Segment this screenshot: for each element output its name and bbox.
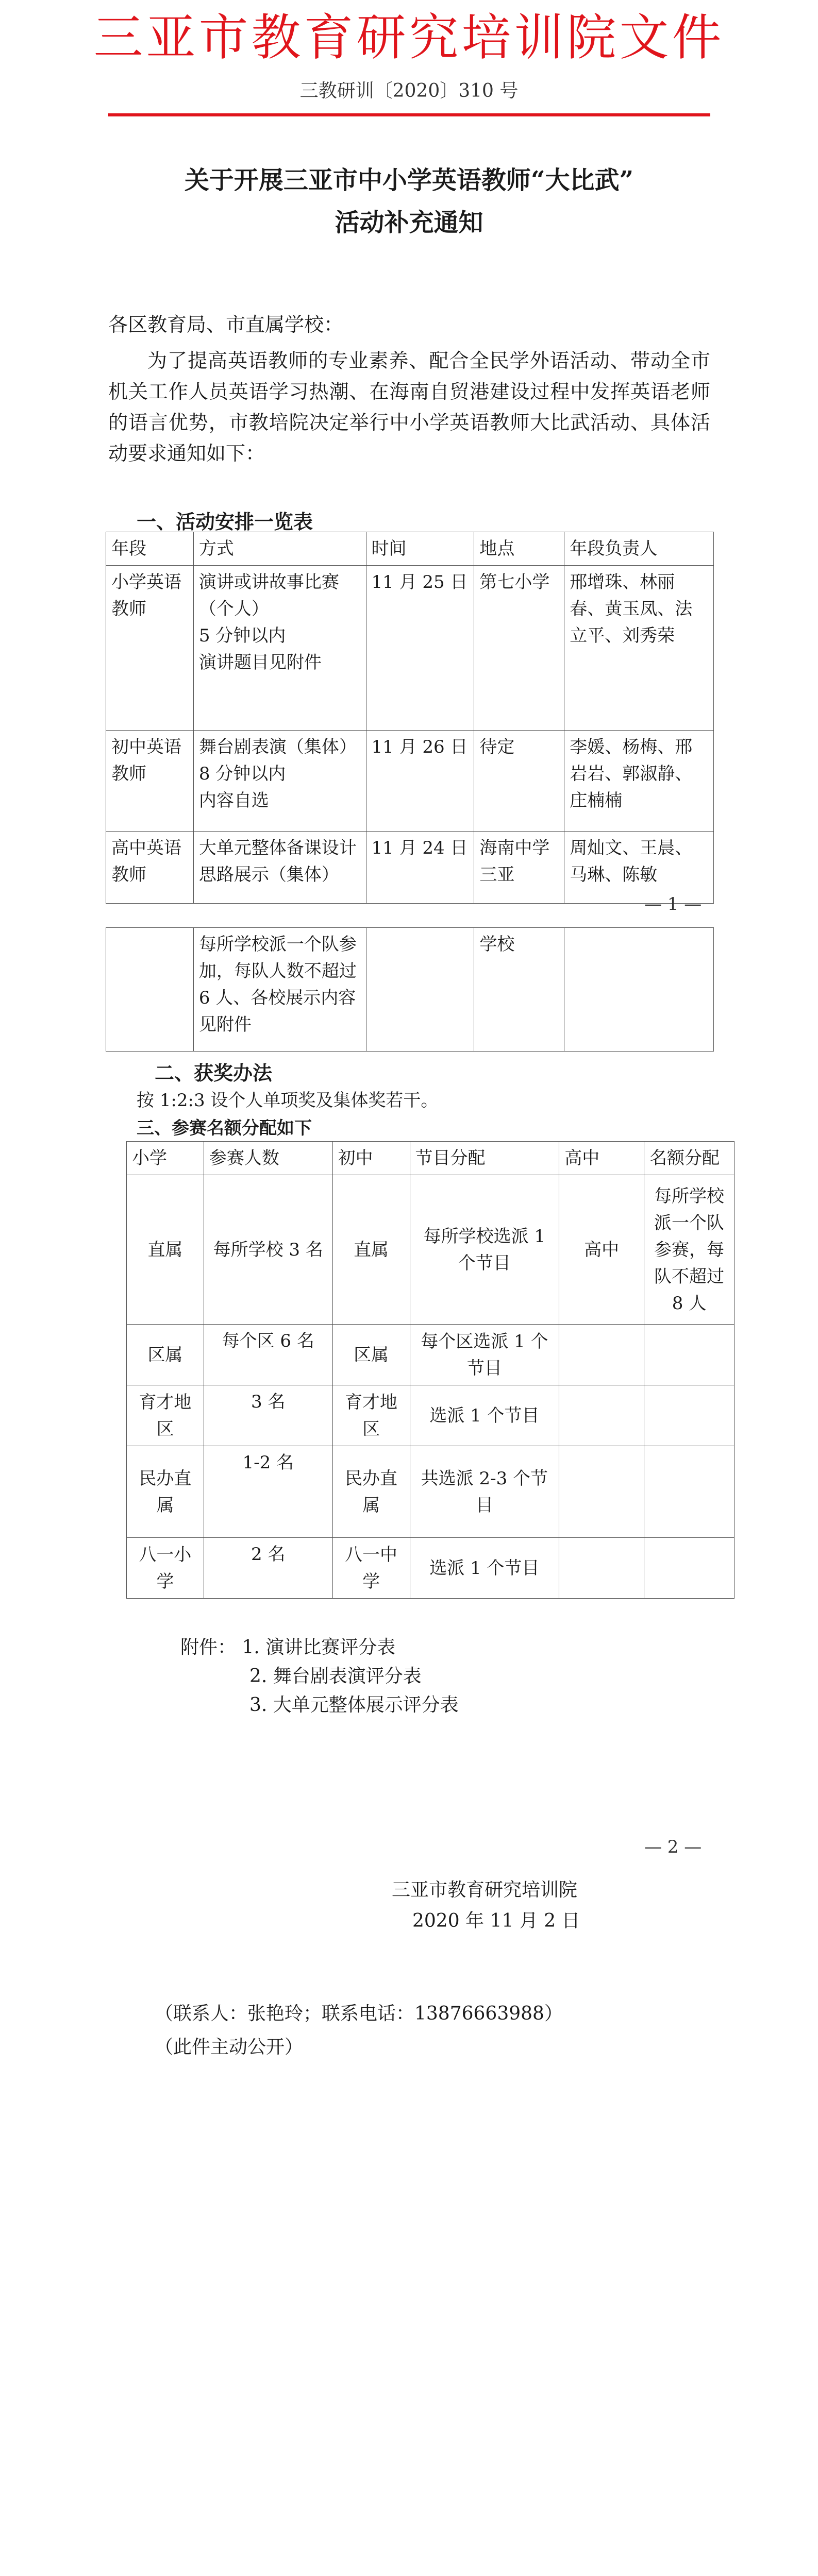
cell: 每所学校 3 名: [204, 1175, 332, 1325]
method-cell: 舞台剧表演（集体）8 分钟以内 内容自选: [193, 731, 366, 832]
table-row: [127, 1538, 734, 1599]
cell: [644, 1446, 734, 1538]
col-header: 年段: [106, 532, 194, 566]
attachment-item: 2. 舞台剧表演评分表: [249, 1666, 422, 1687]
schedule-table: [106, 532, 714, 904]
cell: 每个区选派 1 个节目: [410, 1325, 559, 1385]
time-cell: [366, 928, 474, 1052]
notice-title-line2: 活动补充通知: [335, 208, 483, 237]
cell: 育才地区: [332, 1385, 410, 1446]
red-divider-line: [108, 113, 710, 116]
cell: [559, 1538, 644, 1599]
salutation: 各区教育局、市直属学校：: [108, 313, 344, 336]
attachment-item: 3. 大单元整体展示评分表: [249, 1694, 459, 1716]
cell: 民办直属: [332, 1446, 410, 1538]
section3-heading: 三、参赛名额分配如下: [137, 1118, 312, 1139]
time-cell: 11 月 24 日: [366, 832, 474, 904]
page-number-1: — 1 —: [644, 894, 702, 914]
method-cell: 演讲或讲故事比赛（个人） 5 分钟以内 演讲题目见附件: [193, 566, 366, 731]
leader-cell: 周灿文、王晨、马琳、陈敏: [564, 832, 714, 904]
place-cell: 待定: [474, 731, 564, 832]
cell: [644, 1325, 734, 1385]
table-row: [127, 1446, 734, 1538]
cell: 直属: [127, 1175, 204, 1325]
cell: 每所学校选派 1 个节目: [410, 1175, 559, 1325]
time-cell: 11 月 25 日: [366, 566, 474, 731]
cell: 每所学校派一个队参赛，每队不超过 8 人: [644, 1175, 734, 1325]
document-number: 三教研训〔2020〕310 号: [299, 80, 519, 101]
col-header: 年段负责人: [564, 532, 714, 566]
cell: 直属: [332, 1175, 410, 1325]
col-header: 方式: [193, 532, 366, 566]
grade-cell: [106, 928, 194, 1052]
section2-heading: 二、获奖办法: [155, 1062, 273, 1084]
cell: 1-2 名: [204, 1446, 332, 1538]
place-cell: 学校: [474, 928, 564, 1052]
cell: 区属: [127, 1325, 204, 1385]
cell: 共选派 2-3 个节目: [410, 1446, 559, 1538]
method-cell: 大单元整体备课设计思路展示（集体）: [193, 832, 366, 904]
table-row: [106, 928, 714, 1052]
col-header: 节目分配: [410, 1142, 559, 1175]
cell: [644, 1385, 734, 1446]
schedule-table-continued: [106, 927, 714, 1052]
quota-table: [126, 1141, 734, 1599]
col-header: 名额分配: [644, 1142, 734, 1175]
table-row: [127, 1325, 734, 1385]
table-row: [127, 1385, 734, 1446]
notice-title-line1: 关于开展三亚市中小学英语教师“大比武”: [184, 166, 634, 195]
cell: 选派 1 个节目: [410, 1385, 559, 1446]
col-header: 初中: [332, 1142, 410, 1175]
cell: [644, 1538, 734, 1599]
table-row: [106, 832, 714, 904]
grade-cell: 初中英语教师: [106, 731, 194, 832]
intro-paragraph: 为了提高英语教师的专业素养、配合全民学外语活动、带动全市机关工作人员英语学习热潮、在海南自贸港建设过程中发挥英语老师的语言优势，市教培院决定举行中小学英语教师大比武活动、具体活动要求通知如下：: [108, 349, 710, 465]
col-header: 小学: [127, 1142, 204, 1175]
col-header: 参赛人数: [204, 1142, 332, 1175]
table-row: [106, 566, 714, 731]
contact-info: （联系人：张艳玲；联系电话：13876663988）: [155, 2003, 563, 2024]
grade-cell: 高中英语教师: [106, 832, 194, 904]
disclosure-note: （此件主动公开）: [155, 2037, 304, 2058]
section2-text: 按 1:2:3 设个人单项奖及集体奖若干。: [137, 1090, 439, 1111]
method-cell: 每所学校派一个队参加，每队人数不超过 6 人、各校展示内容见附件: [193, 928, 366, 1052]
cell: 区属: [332, 1325, 410, 1385]
cell: 3 名: [204, 1385, 332, 1446]
cell: 八一中学: [332, 1538, 410, 1599]
leader-cell: [564, 928, 714, 1052]
quota-header-row: [127, 1142, 734, 1175]
cell: 2 名: [204, 1538, 332, 1599]
cell: [559, 1325, 644, 1385]
document-header-title: 三亚市教育研究培训院文件: [93, 9, 725, 66]
cell: [559, 1446, 644, 1538]
grade-cell: 小学英语教师: [106, 566, 194, 731]
cell: 育才地区: [127, 1385, 204, 1446]
col-header: 地点: [474, 532, 564, 566]
attachments-label: 附件：: [180, 1637, 237, 1658]
table-row: [106, 731, 714, 832]
cell: 高中: [559, 1175, 644, 1325]
place-cell: 海南中学三亚: [474, 832, 564, 904]
signature-org: 三亚市教育研究培训院: [392, 1879, 578, 1901]
section1-heading: 一、活动安排一览表: [137, 511, 313, 533]
col-header: 高中: [559, 1142, 644, 1175]
signature-date: 2020 年 11 月 2 日: [412, 1910, 580, 1931]
attachment-item: 1. 演讲比赛评分表: [242, 1637, 396, 1658]
attachments-block: [180, 1633, 395, 1662]
col-header: 时间: [366, 532, 474, 566]
leader-cell: 邢增珠、林丽春、黄玉凤、法立平、刘秀荣: [564, 566, 714, 731]
table-row: [127, 1175, 734, 1325]
leader-cell: 李媛、杨梅、邢岩岩、郭淑静、庄楠楠: [564, 731, 714, 832]
cell: [559, 1385, 644, 1446]
cell: 民办直属: [127, 1446, 204, 1538]
time-cell: 11 月 26 日: [366, 731, 474, 832]
cell: 选派 1 个节目: [410, 1538, 559, 1599]
schedule-header-row: [106, 532, 714, 566]
cell: 八一小学: [127, 1538, 204, 1599]
cell: 每个区 6 名: [204, 1325, 332, 1385]
place-cell: 第七小学: [474, 566, 564, 731]
page-number-2: — 2 —: [644, 1837, 702, 1857]
